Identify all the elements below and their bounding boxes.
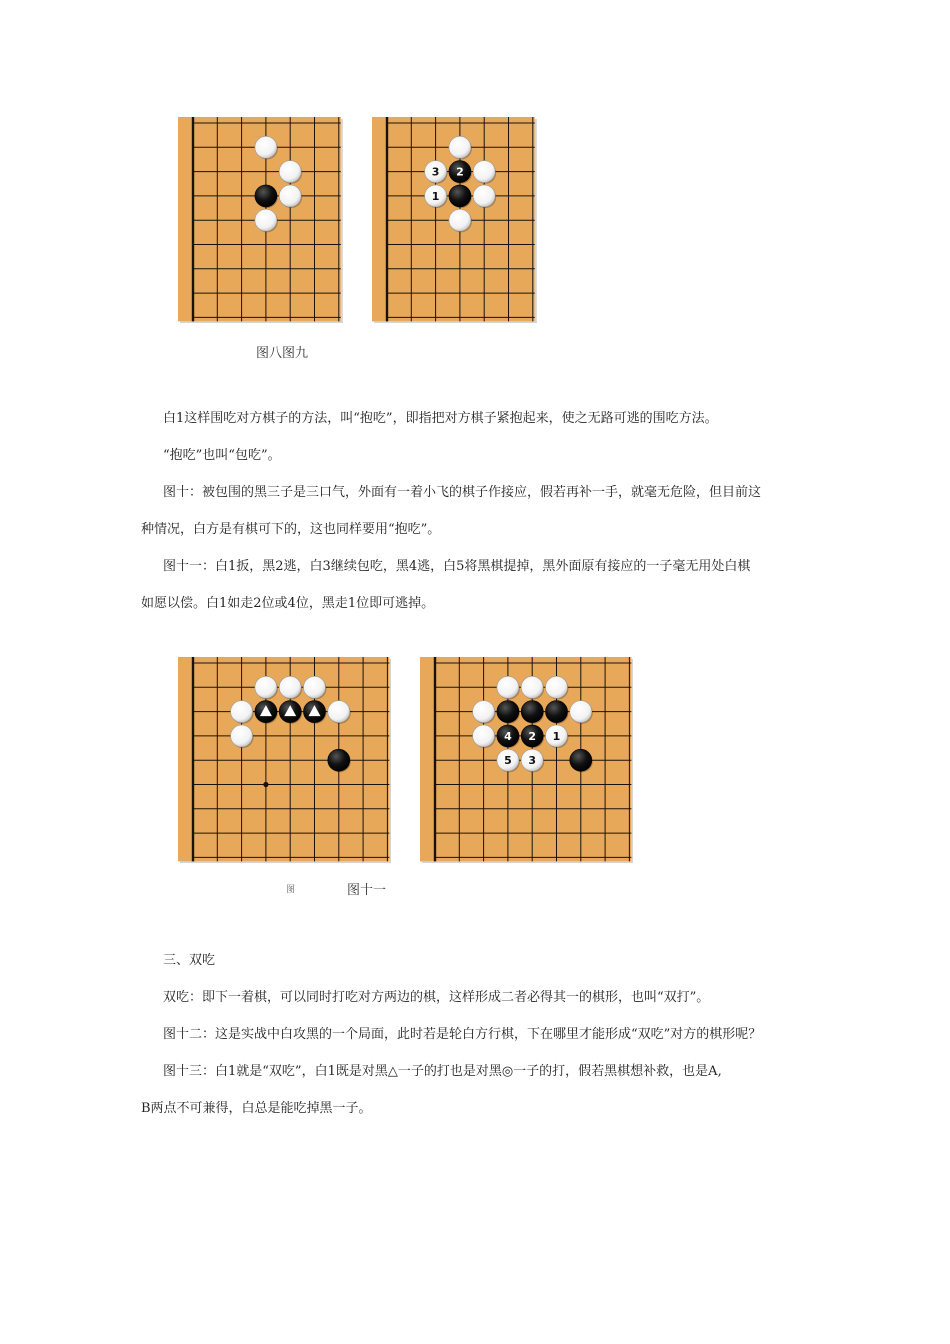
move-number: 2 xyxy=(456,165,464,179)
move-number: 2 xyxy=(528,729,537,743)
paragraph-fig13-line1: 图十三：白1就是“双吃”，白1既是对黑△一子的打也是对黑◎一子的打，假若黑棋想补救，也是A, xyxy=(163,1064,722,1079)
body-text-block-2 xyxy=(141,942,821,1127)
paragraph-fig11-line2: 如愿以偿。白1如走2位或4位，黑走1位即可逃掉。 xyxy=(141,596,435,611)
paragraph-shuangchi-definition: 双吃：即下一着棋，可以同时打吃对方两边的棋，这样形成二者必得其一的棋形，也叫“双打”。 xyxy=(163,990,710,1005)
body-text-block-1 xyxy=(141,400,821,622)
caption-fig8-fig9: 图八图九 xyxy=(256,346,309,361)
paragraph-fig13-line2: B两点不可兼得，白总是能吃掉黑一子。 xyxy=(141,1101,372,1116)
caption-fig11: 图十一 xyxy=(347,883,387,898)
go-diagram-fig11 xyxy=(420,657,633,863)
move-number: 4 xyxy=(504,729,512,743)
caption-fig10: 图 xyxy=(286,885,296,895)
go-diagram-fig9 xyxy=(372,117,537,323)
move-number: 1 xyxy=(431,189,440,203)
paragraph-baochi-alias: “抱吃”也叫“包吃”。 xyxy=(163,448,281,463)
star-point xyxy=(263,782,268,787)
move-number: 1 xyxy=(552,729,561,743)
go-diagram-fig8 xyxy=(178,117,343,323)
paragraph-fig10-line2: 种情况，白方是有棋可下的，这也同样要用“抱吃”。 xyxy=(141,522,441,537)
move-number: 3 xyxy=(528,754,537,768)
paragraph-fig10-line1: 图十：被包围的黑三子是三口气，外面有一着小飞的棋子作接应，假若再补一手，就毫无危险，但目前这 xyxy=(163,485,762,500)
paragraph-fig12: 图十二：这是实战中白攻黑的一个局面，此时若是轮白方行棋，下在哪里才能形成“双吃”对方的棋形呢？ xyxy=(163,1027,762,1042)
section-heading-shuangchi: 三、双吃 xyxy=(163,953,216,968)
paragraph-fig11-line1: 图十一：白1扳，黑2逃，白3继续包吃，黑4逃，白5将黑棋提掉，黑外面原有接应的一子毫无用处白棋 xyxy=(163,559,751,574)
paragraph-baochi-definition: 白1这样围吃对方棋子的方法，叫“抱吃”，即指把对方棋子紧抱起来，使之无路可逃的围吃方法。 xyxy=(163,411,718,426)
move-number: 3 xyxy=(431,165,440,179)
go-diagram-fig10 xyxy=(178,657,391,863)
move-number: 5 xyxy=(504,754,512,768)
